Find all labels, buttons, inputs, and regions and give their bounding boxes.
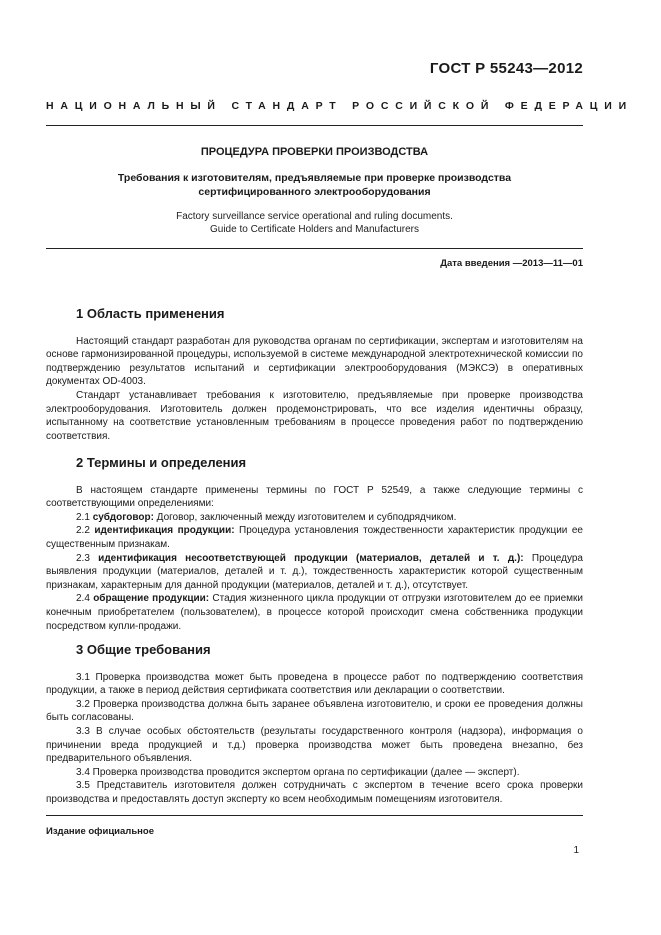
header-divider <box>46 125 583 126</box>
document-subtitle <box>46 171 583 199</box>
term: обращение продукции: <box>93 593 210 605</box>
term-number: 2.2 <box>76 525 95 537</box>
paragraph: Стандарт устанавливает требования к изготовителю, предъявляемые при проверке производства электрооборудования. Изготовитель должен продемонстрировать, что все изделия идентичны образцу, испытанному на соответствие установленным требованиям в процессе проведения работ по подтверждению соответствия. <box>46 389 583 442</box>
document-code: ГОСТ Р 55243—2012 <box>429 60 583 77</box>
definition: Процедура установления тождественности характеристик продукции ее существенным признакам. <box>46 525 583 550</box>
term: идентификация продукции: <box>94 525 235 537</box>
document-title: ПРОЦЕДУРА ПРОВЕРКИ ПРОИЗВОДСТВА <box>200 146 429 158</box>
term-number: 2.1 <box>76 511 93 523</box>
paragraph: Настоящий стандарт разработан для руководства органам по сертификации, экспертам и изготовителям на основе гармонизированной процедуры, используемой в системе международной электротехнической комиссии по подтверждению результатов испытаний и сертификации электрооборудования (МЭКСЭ) в оперативных документах OD-4003. <box>46 335 583 388</box>
term-definition <box>46 552 583 593</box>
title-divider <box>46 248 583 249</box>
term-number: 2.3 <box>76 552 99 564</box>
national-standard-banner: НАЦИОНАЛЬНЫЙ СТАНДАРТ РОССИЙСКОЙ ФЕДЕРАЦИИ <box>46 100 633 112</box>
page-number: 1 <box>573 845 579 856</box>
definition: Стадия жизненного цикла продукции от отгрузки изготовителем до ее приемки конечным приобретателем (пользователем), в процессе которой происходит смена собственника продукции посредством купли-продажи. <box>46 593 583 632</box>
paragraph: В настоящем стандарте применены термины по ГОСТ Р 52549, а также следующие термины с соответствующими определениями: <box>46 484 583 510</box>
term-definition <box>46 592 583 633</box>
subtitle-line-2: сертифицированного электрооборудования <box>198 186 431 198</box>
paragraph: 3.5 Представитель изготовителя должен сотрудничать с экспертом в течение всего срока проверки производства и предоставлять доступ эксперту ко всем необходимым помещениям изготовителя. <box>46 780 583 805</box>
subtitle-line-1: Требования к изготовителям, предъявляемые при проверке производства <box>117 172 512 184</box>
english-title-line-1: Factory surveillance service operational and ruling documents. <box>176 211 453 222</box>
section-heading: 2 Термины и определения <box>76 455 247 470</box>
paragraph: 3.2 Проверка производства должна быть заранее объявлена изготовителю, и сроки ее проведения должны быть согласованы. <box>46 698 583 724</box>
section-general-requirements <box>46 643 583 807</box>
definition: Договор, заключенный между изготовителем и субподрядчиком. <box>153 511 457 523</box>
term-number: 2.4 <box>76 593 94 605</box>
term: субдоговор: <box>92 511 154 523</box>
section-heading: 3 Общие требования <box>76 642 211 657</box>
english-title <box>46 210 583 236</box>
term: идентификация несоответствующей продукции (материалов, деталей и т. д.): <box>98 552 524 564</box>
section-scope <box>46 307 583 443</box>
paragraph: 3.3 В случае особых обстоятельств (результаты государственного контроля (надзора), информация о причинении вреда продукцией и т.д.) проверка производства может быть проведена внезапно, без предварительного объявления. <box>46 725 583 765</box>
definition: Процедура выявления продукции (материалов, деталей и т. д.), тождественность характеристик которой существенным признакам, характерным для данной продукции (материалов, деталей и т. д.), отсутствует. <box>46 552 583 591</box>
section-heading: 1 Область применения <box>76 306 225 321</box>
paragraph: 3.1 Проверка производства может быть проведена в процессе работ по подтверждению соответствия продукции, а также в период действия сертификата соответствия или декларации о соответствии. <box>46 671 583 697</box>
footer-divider <box>46 815 583 816</box>
term-definition <box>46 511 583 525</box>
term-definition <box>46 524 583 551</box>
paragraph: 3.4 Проверка производства проводится экспертом органа по сертификации (далее — эксперт). <box>76 766 520 778</box>
introduction-date: Дата введения —2013—11—01 <box>440 258 583 269</box>
section-terms <box>46 456 583 633</box>
official-edition-label: Издание официальное <box>46 826 154 837</box>
english-title-line-2: Guide to Certificate Holders and Manufacturers <box>210 224 419 235</box>
